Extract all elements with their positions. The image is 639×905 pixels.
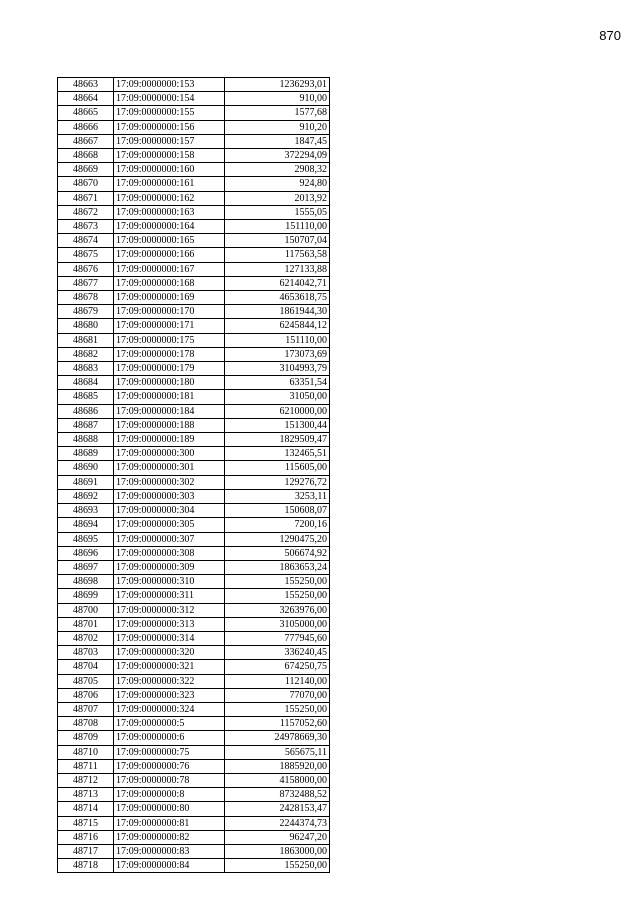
row-number-cell: 48692 — [58, 489, 114, 503]
table-row — [58, 234, 330, 248]
cadastral-number-cell: 17:09:0000000:303 — [114, 489, 225, 503]
cadastral-number-cell: 17:09:0000000:8 — [114, 788, 225, 802]
cadastral-number-cell: 17:09:0000000:321 — [114, 660, 225, 674]
cadastral-value-cell: 112140,00 — [225, 674, 330, 688]
cadastral-value-cell: 31050,00 — [225, 390, 330, 404]
row-number-cell: 48671 — [58, 191, 114, 205]
cadastral-value-cell: 151110,00 — [225, 333, 330, 347]
table-row — [58, 844, 330, 858]
row-number-cell: 48673 — [58, 220, 114, 234]
table-row — [58, 617, 330, 631]
row-number-cell: 48685 — [58, 390, 114, 404]
table-row — [58, 418, 330, 432]
table-row — [58, 78, 330, 92]
row-number-cell: 48677 — [58, 276, 114, 290]
cadastral-value-cell: 4158000,00 — [225, 773, 330, 787]
cadastral-number-cell: 17:09:0000000:189 — [114, 433, 225, 447]
cadastral-number-cell: 17:09:0000000:300 — [114, 447, 225, 461]
cadastral-value-cell: 6214042,71 — [225, 276, 330, 290]
table-row — [58, 447, 330, 461]
cadastral-number-cell: 17:09:0000000:157 — [114, 134, 225, 148]
row-number-cell: 48675 — [58, 248, 114, 262]
table-row — [58, 106, 330, 120]
table-row — [58, 560, 330, 574]
row-number-cell: 48691 — [58, 475, 114, 489]
cadastral-number-cell: 17:09:0000000:309 — [114, 560, 225, 574]
row-number-cell: 48695 — [58, 532, 114, 546]
cadastral-value-cell: 910,20 — [225, 120, 330, 134]
row-number-cell: 48672 — [58, 205, 114, 219]
table-row — [58, 773, 330, 787]
table-row — [58, 177, 330, 191]
cadastral-value-cell: 1829509,47 — [225, 433, 330, 447]
cadastral-value-cell: 3105000,00 — [225, 617, 330, 631]
table-row — [58, 788, 330, 802]
table-row — [58, 205, 330, 219]
cadastral-number-cell: 17:09:0000000:305 — [114, 518, 225, 532]
row-number-cell: 48689 — [58, 447, 114, 461]
table-row — [58, 362, 330, 376]
cadastral-value-cell: 924,80 — [225, 177, 330, 191]
cadastral-value-cell: 6245844,12 — [225, 319, 330, 333]
cadastral-number-cell: 17:09:0000000:84 — [114, 859, 225, 873]
cadastral-number-cell: 17:09:0000000:83 — [114, 844, 225, 858]
table-row — [58, 830, 330, 844]
table-row — [58, 802, 330, 816]
cadastral-value-cell: 173073,69 — [225, 347, 330, 361]
row-number-cell: 48694 — [58, 518, 114, 532]
row-number-cell: 48668 — [58, 149, 114, 163]
table-row — [58, 546, 330, 560]
cadastral-number-cell: 17:09:0000000:160 — [114, 163, 225, 177]
table-row — [58, 120, 330, 134]
table-row — [58, 532, 330, 546]
cadastral-number-cell: 17:09:0000000:184 — [114, 404, 225, 418]
table-row — [58, 816, 330, 830]
cadastral-number-cell: 17:09:0000000:78 — [114, 773, 225, 787]
row-number-cell: 48663 — [58, 78, 114, 92]
cadastral-value-cell: 150608,07 — [225, 504, 330, 518]
cadastral-value-cell: 155250,00 — [225, 702, 330, 716]
table-row — [58, 276, 330, 290]
row-number-cell: 48706 — [58, 688, 114, 702]
row-number-cell: 48707 — [58, 702, 114, 716]
cadastral-number-cell: 17:09:0000000:165 — [114, 234, 225, 248]
cadastral-number-cell: 17:09:0000000:76 — [114, 759, 225, 773]
table-row — [58, 163, 330, 177]
cadastral-value-cell: 3253,11 — [225, 489, 330, 503]
cadastral-number-cell: 17:09:0000000:324 — [114, 702, 225, 716]
cadastral-number-cell: 17:09:0000000:181 — [114, 390, 225, 404]
table-row — [58, 347, 330, 361]
cadastral-value-cell: 7200,16 — [225, 518, 330, 532]
table-row — [58, 674, 330, 688]
cadastral-number-cell: 17:09:0000000:161 — [114, 177, 225, 191]
cadastral-number-cell: 17:09:0000000:158 — [114, 149, 225, 163]
cadastral-value-cell: 372294,09 — [225, 149, 330, 163]
cadastral-value-cell: 506674,92 — [225, 546, 330, 560]
table-row — [58, 191, 330, 205]
cadastral-number-cell: 17:09:0000000:180 — [114, 376, 225, 390]
row-number-cell: 48684 — [58, 376, 114, 390]
cadastral-number-cell: 17:09:0000000:313 — [114, 617, 225, 631]
row-number-cell: 48696 — [58, 546, 114, 560]
cadastral-number-cell: 17:09:0000000:164 — [114, 220, 225, 234]
row-number-cell: 48690 — [58, 461, 114, 475]
table-row — [58, 92, 330, 106]
table-row — [58, 589, 330, 603]
row-number-cell: 48687 — [58, 418, 114, 432]
cadastral-number-cell: 17:09:0000000:323 — [114, 688, 225, 702]
cadastral-value-cell: 155250,00 — [225, 589, 330, 603]
table-row — [58, 717, 330, 731]
row-number-cell: 48709 — [58, 731, 114, 745]
table-row — [58, 376, 330, 390]
row-number-cell: 48683 — [58, 362, 114, 376]
cadastral-value-cell: 2428153,47 — [225, 802, 330, 816]
row-number-cell: 48704 — [58, 660, 114, 674]
cadastral-value-cell: 674250,75 — [225, 660, 330, 674]
row-number-cell: 48697 — [58, 560, 114, 574]
cadastral-value-cell: 96247,20 — [225, 830, 330, 844]
row-number-cell: 48682 — [58, 347, 114, 361]
row-number-cell: 48717 — [58, 844, 114, 858]
cadastral-value-cell: 1236293,01 — [225, 78, 330, 92]
cadastral-value-cell: 3104993,79 — [225, 362, 330, 376]
row-number-cell: 48712 — [58, 773, 114, 787]
row-number-cell: 48710 — [58, 745, 114, 759]
cadastral-value-cell: 3263976,00 — [225, 603, 330, 617]
table-row — [58, 745, 330, 759]
table-row — [58, 504, 330, 518]
table-row — [58, 475, 330, 489]
row-number-cell: 48688 — [58, 433, 114, 447]
cadastral-number-cell: 17:09:0000000:80 — [114, 802, 225, 816]
table-row — [58, 404, 330, 418]
table-row — [58, 149, 330, 163]
cadastral-number-cell: 17:09:0000000:162 — [114, 191, 225, 205]
table-row — [58, 859, 330, 873]
cadastral-number-cell: 17:09:0000000:314 — [114, 631, 225, 645]
cadastral-number-cell: 17:09:0000000:179 — [114, 362, 225, 376]
cadastral-number-cell: 17:09:0000000:75 — [114, 745, 225, 759]
row-number-cell: 48686 — [58, 404, 114, 418]
table-row — [58, 461, 330, 475]
cadastral-value-cell: 1555,05 — [225, 205, 330, 219]
table-row — [58, 134, 330, 148]
cadastral-number-cell: 17:09:0000000:82 — [114, 830, 225, 844]
cadastral-value-cell: 1885920,00 — [225, 759, 330, 773]
cadastral-value-cell: 1863000,00 — [225, 844, 330, 858]
cadastral-number-cell: 17:09:0000000:188 — [114, 418, 225, 432]
table-row — [58, 731, 330, 745]
row-number-cell: 48666 — [58, 120, 114, 134]
cadastral-number-cell: 17:09:0000000:304 — [114, 504, 225, 518]
table-row — [58, 702, 330, 716]
cadastral-value-cell: 24978669,30 — [225, 731, 330, 745]
cadastral-number-cell: 17:09:0000000:6 — [114, 731, 225, 745]
cadastral-value-cell: 117563,58 — [225, 248, 330, 262]
row-number-cell: 48680 — [58, 319, 114, 333]
row-number-cell: 48664 — [58, 92, 114, 106]
cadastral-value-cell: 155250,00 — [225, 575, 330, 589]
table-row — [58, 575, 330, 589]
cadastral-value-cell: 2244374,73 — [225, 816, 330, 830]
cadastral-value-cell: 1861944,30 — [225, 305, 330, 319]
cadastral-value-cell: 2013,92 — [225, 191, 330, 205]
cadastral-value-cell: 1577,68 — [225, 106, 330, 120]
cadastral-number-cell: 17:09:0000000:322 — [114, 674, 225, 688]
cadastral-value-cell: 565675,11 — [225, 745, 330, 759]
cadastral-value-cell: 151300,44 — [225, 418, 330, 432]
table-body — [58, 78, 330, 873]
cadastral-value-cell: 336240,45 — [225, 646, 330, 660]
cadastral-number-cell: 17:09:0000000:168 — [114, 276, 225, 290]
cadastral-value-cell: 127133,88 — [225, 262, 330, 276]
row-number-cell: 48670 — [58, 177, 114, 191]
table-row — [58, 433, 330, 447]
cadastral-number-cell: 17:09:0000000:163 — [114, 205, 225, 219]
cadastral-number-cell: 17:09:0000000:166 — [114, 248, 225, 262]
cadastral-number-cell: 17:09:0000000:175 — [114, 333, 225, 347]
cadastral-value-cell: 150707,04 — [225, 234, 330, 248]
cadastral-value-cell: 777945,60 — [225, 631, 330, 645]
cadastral-value-cell: 132465,51 — [225, 447, 330, 461]
row-number-cell: 48716 — [58, 830, 114, 844]
table-row — [58, 291, 330, 305]
row-number-cell: 48700 — [58, 603, 114, 617]
table-row — [58, 220, 330, 234]
row-number-cell: 48678 — [58, 291, 114, 305]
cadastral-number-cell: 17:09:0000000:169 — [114, 291, 225, 305]
table-row — [58, 518, 330, 532]
table-row — [58, 631, 330, 645]
table-row — [58, 262, 330, 276]
table-row — [58, 248, 330, 262]
row-number-cell: 48703 — [58, 646, 114, 660]
table-row — [58, 646, 330, 660]
table-row — [58, 489, 330, 503]
table-row — [58, 759, 330, 773]
table-row — [58, 603, 330, 617]
cadastral-number-cell: 17:09:0000000:170 — [114, 305, 225, 319]
row-number-cell: 48713 — [58, 788, 114, 802]
table-row — [58, 319, 330, 333]
cadastral-value-cell: 115605,00 — [225, 461, 330, 475]
row-number-cell: 48702 — [58, 631, 114, 645]
cadastral-number-cell: 17:09:0000000:178 — [114, 347, 225, 361]
cadastral-number-cell: 17:09:0000000:301 — [114, 461, 225, 475]
cadastral-number-cell: 17:09:0000000:308 — [114, 546, 225, 560]
cadastral-value-cell: 6210000,00 — [225, 404, 330, 418]
cadastral-number-cell: 17:09:0000000:153 — [114, 78, 225, 92]
row-number-cell: 48667 — [58, 134, 114, 148]
row-number-cell: 48681 — [58, 333, 114, 347]
cadastral-number-cell: 17:09:0000000:154 — [114, 92, 225, 106]
cadastral-value-cell: 151110,00 — [225, 220, 330, 234]
cadastral-value-cell: 910,00 — [225, 92, 330, 106]
cadastral-number-cell: 17:09:0000000:302 — [114, 475, 225, 489]
row-number-cell: 48669 — [58, 163, 114, 177]
table-row — [58, 333, 330, 347]
cadastral-value-cell: 2908,32 — [225, 163, 330, 177]
row-number-cell: 48708 — [58, 717, 114, 731]
row-number-cell: 48674 — [58, 234, 114, 248]
row-number-cell: 48705 — [58, 674, 114, 688]
row-number-cell: 48715 — [58, 816, 114, 830]
row-number-cell: 48718 — [58, 859, 114, 873]
table-row — [58, 305, 330, 319]
cadastral-value-cell: 1847,45 — [225, 134, 330, 148]
cadastral-value-table — [57, 77, 330, 873]
row-number-cell: 48711 — [58, 759, 114, 773]
row-number-cell: 48676 — [58, 262, 114, 276]
cadastral-value-cell: 63351,54 — [225, 376, 330, 390]
row-number-cell: 48665 — [58, 106, 114, 120]
cadastral-value-cell: 1290475,20 — [225, 532, 330, 546]
cadastral-number-cell: 17:09:0000000:171 — [114, 319, 225, 333]
table-row — [58, 688, 330, 702]
cadastral-number-cell: 17:09:0000000:5 — [114, 717, 225, 731]
cadastral-value-cell: 8732488,52 — [225, 788, 330, 802]
cadastral-value-cell: 1157052,60 — [225, 717, 330, 731]
cadastral-value-cell: 4653618,75 — [225, 291, 330, 305]
row-number-cell: 48693 — [58, 504, 114, 518]
row-number-cell: 48698 — [58, 575, 114, 589]
page-number: 870 — [599, 28, 621, 43]
cadastral-value-cell: 1863653,24 — [225, 560, 330, 574]
cadastral-value-cell: 129276,72 — [225, 475, 330, 489]
table-row — [58, 390, 330, 404]
table-row — [58, 660, 330, 674]
row-number-cell: 48679 — [58, 305, 114, 319]
cadastral-number-cell: 17:09:0000000:156 — [114, 120, 225, 134]
cadastral-number-cell: 17:09:0000000:167 — [114, 262, 225, 276]
cadastral-value-cell: 77070,00 — [225, 688, 330, 702]
row-number-cell: 48701 — [58, 617, 114, 631]
row-number-cell: 48699 — [58, 589, 114, 603]
cadastral-number-cell: 17:09:0000000:320 — [114, 646, 225, 660]
cadastral-value-cell: 155250,00 — [225, 859, 330, 873]
cadastral-number-cell: 17:09:0000000:310 — [114, 575, 225, 589]
row-number-cell: 48714 — [58, 802, 114, 816]
cadastral-number-cell: 17:09:0000000:81 — [114, 816, 225, 830]
cadastral-number-cell: 17:09:0000000:307 — [114, 532, 225, 546]
cadastral-number-cell: 17:09:0000000:311 — [114, 589, 225, 603]
cadastral-number-cell: 17:09:0000000:312 — [114, 603, 225, 617]
cadastral-number-cell: 17:09:0000000:155 — [114, 106, 225, 120]
